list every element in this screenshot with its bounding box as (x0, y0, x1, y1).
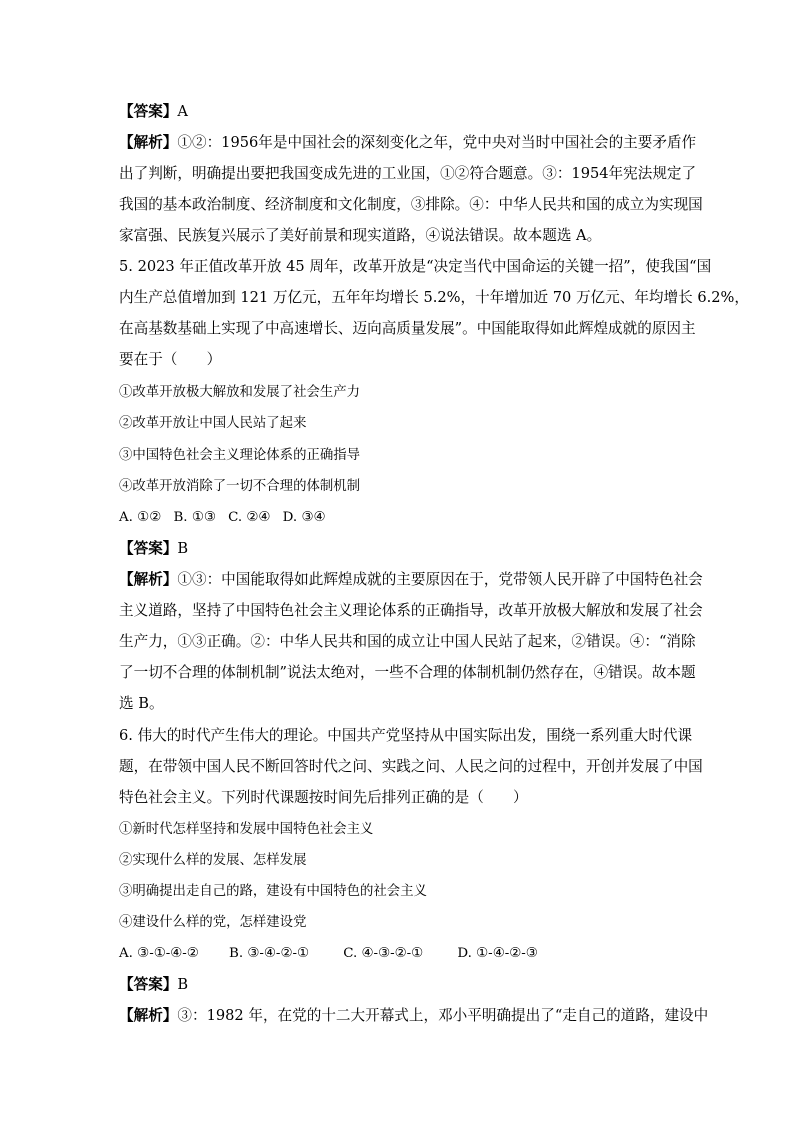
q5-option-4: ④改革开放消除了一切不合理的体制机制 (119, 479, 361, 494)
q6-option-3: ③明确提出走自己的路，建设有中国特色的社会主义 (119, 884, 427, 899)
q5-option-1: ①改革开放极大解放和发展了社会生产力 (119, 385, 361, 400)
q6-stem-line-3: 特色社会主义。下列时代课题按时间先后排列正确的是（ ） (119, 789, 528, 806)
q5-stem-line-1: 5. 2023 年正值改革开放 45 周年，改革开放是“决定当代中国命运的关键一招”，使我国“国 (119, 258, 712, 275)
choice-c: C. ②④ (228, 510, 271, 525)
choice-a: A. ③-①-④-② (119, 946, 199, 961)
q5-stem-line-4: 要在于（ ） (119, 351, 222, 368)
q5-analysis-line-1 (119, 570, 703, 590)
q5-option-3: ③中国特色社会主义理论体系的正确指导 (119, 448, 361, 463)
answer-label: 【答案】 (119, 103, 178, 120)
analysis-label: 【解析】 (119, 571, 178, 588)
q5-analysis-line-3: 生产力，①③正确。②：中华人民共和国的成立让中国人民站了起来，②错误。④：“消除 (119, 633, 696, 650)
choice-b: B. ①③ (173, 510, 216, 525)
choice-c: C. ④-③-②-① (343, 946, 424, 961)
q6-answer (119, 975, 679, 995)
q6-stem-line-1: 6. 伟大的时代产生伟大的理论。中国共产党坚持从中国实际出发，围绕一系列重大时代课 (119, 727, 693, 744)
answer-label: 【答案】 (119, 976, 178, 993)
q5-analysis-line-5: 选 B。 (119, 695, 164, 712)
analysis-text: ③：1982 年，在党的十二大开幕式上，邓小平明确提出了“走自己的道路，建设中 (177, 1007, 709, 1024)
choice-b: B. ③-④-②-① (229, 946, 309, 961)
q6-stem-line-2: 题，在带领中国人民不断回答时代之问、实践之问、人民之问的过程中，开创并发展了中国 (119, 758, 703, 775)
q6-option-2: ②实现什么样的发展、怎样发展 (119, 853, 307, 868)
q4-analysis-line-4: 家富强、民族复兴展示了美好前景和现实道路，④说法错误。故本题选 A。 (119, 227, 602, 244)
q5-choices (119, 508, 679, 528)
answer-label: 【答案】 (119, 540, 178, 557)
q5-stem-line-3: 在高基数基础上实现了中高速增长、迈向高质量发展”。中国能取得如此辉煌成就的原因主 (119, 320, 696, 337)
q4-analysis-line-3: 我国的基本政治制度、经济制度和文化制度，③排除。④：中华人民共和国的成立为实现国 (119, 196, 703, 213)
choice-d: D. ③④ (282, 510, 326, 525)
q4-analysis-line-1 (119, 133, 697, 153)
q6-option-1: ①新时代怎样坚持和发展中国特色社会主义 (119, 822, 374, 837)
q5-answer (119, 539, 679, 559)
q5-analysis-line-4: 了一切不合理的体制机制”说法太绝对，一些不合理的体制机制仍然存在，④错误。故本题 (119, 664, 696, 681)
analysis-label: 【解析】 (119, 134, 178, 151)
q5-analysis-line-2: 主义道路，坚持了中国特色社会主义理论体系的正确指导，改革开放极大解放和发展了社会 (119, 602, 703, 619)
analysis-text: ①②：1956年是中国社会的深刻变化之年，党中央对当时中国社会的主要矛盾作 (177, 134, 697, 151)
choice-d: D. ①-④-②-③ (457, 946, 538, 961)
q6-analysis-line-1 (119, 1006, 709, 1026)
answer-value: B (177, 540, 189, 557)
q6-choices (119, 944, 679, 964)
q5-option-2: ②改革开放让中国人民站了起来 (119, 416, 307, 431)
analysis-text: ①③：中国能取得如此辉煌成就的主要原因在于，党带领人民开辟了中国特色社会 (177, 571, 703, 588)
analysis-label: 【解析】 (119, 1007, 178, 1024)
q5-stem-line-2: 内生产总值增加到 121 万亿元，五年年均增长 5.2%，十年增加近 70 万亿元、年均增长 6.2%， (119, 289, 750, 306)
q4-answer (119, 102, 679, 122)
q6-option-4: ④建设什么样的党，怎样建设党 (119, 915, 307, 930)
q4-analysis-line-2: 出了判断，明确提出要把我国变成先进的工业国，①②符合题意。③：1954年宪法规定了 (119, 165, 697, 182)
answer-value: A (177, 103, 188, 120)
choice-a: A. ①② (119, 510, 162, 525)
answer-value: B (177, 976, 189, 993)
